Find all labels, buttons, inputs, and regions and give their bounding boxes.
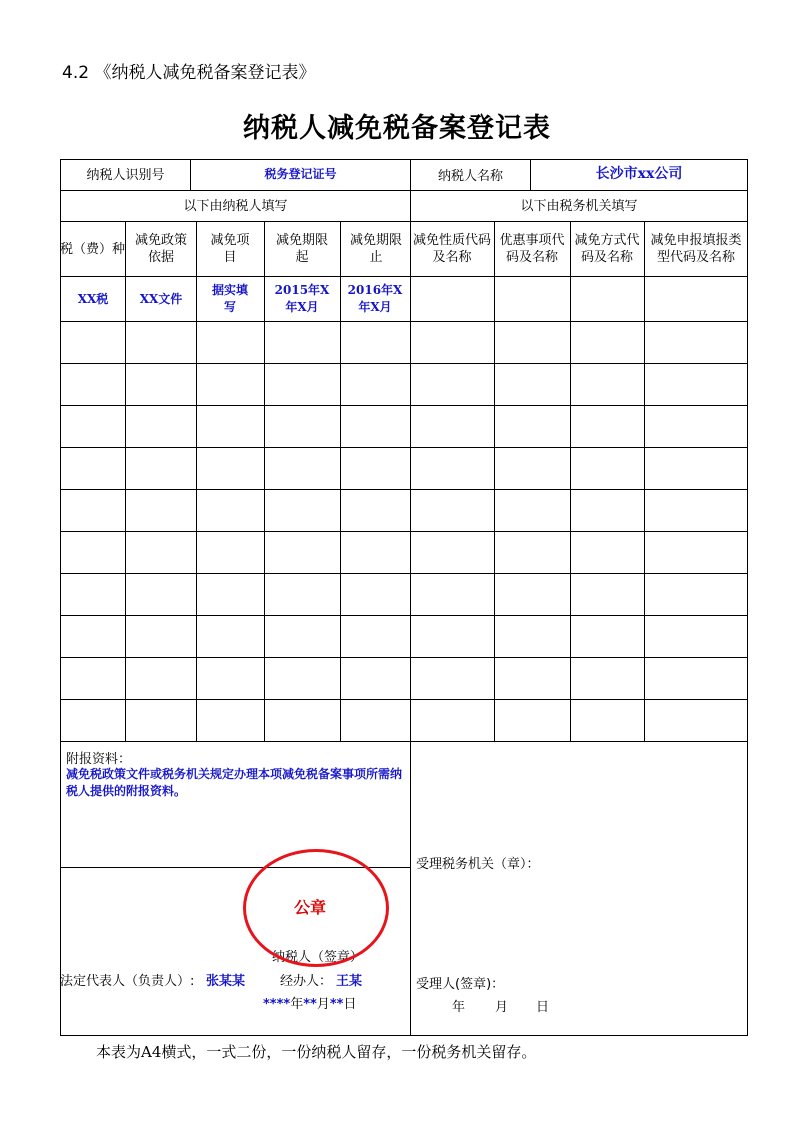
taxpayer-date <box>263 993 356 1012</box>
sample-relief-item[interactable]: 据实填写 <box>212 283 249 314</box>
footer-note: 本表为A4横式，一式二份，一份纳税人留存，一份税务机关留存。 <box>96 1043 537 1061</box>
col-preference-code: 优惠事项代码及名称 <box>499 233 565 265</box>
taxpayer-name-value[interactable]: 长沙市xx公司 <box>595 165 683 182</box>
form-title: 纳税人减免税备案登记表 <box>243 113 551 144</box>
authority-seal-label: 受理税务机关（章）： <box>416 857 540 872</box>
receiver-label: 受理人(签章)： <box>416 977 505 992</box>
sample-period-end[interactable]: 2016年X年X月 <box>347 283 403 314</box>
taxpayer-id-value[interactable]: 税务登记证号 <box>264 166 337 181</box>
receive-day: 日 <box>536 1000 550 1015</box>
receive-year: 年 <box>452 1000 466 1015</box>
col-period-end: 减免期限止 <box>349 233 402 265</box>
handler-name[interactable]: 王某 <box>336 974 363 989</box>
section-heading: 4.2 《纳税人减免税备案登记表》 <box>62 63 316 83</box>
sample-tax-type[interactable]: XX税 <box>77 291 109 306</box>
date-day-value[interactable]: ** <box>329 997 344 1012</box>
col-declaration-type-code: 减免申报填报类型代码及名称 <box>650 233 742 265</box>
section-taxpayer-fill: 以下由纳税人填写 <box>183 199 288 214</box>
sample-policy-basis[interactable]: XX文件 <box>139 291 183 306</box>
col-relief-item: 减免项目 <box>210 233 250 265</box>
col-period-start: 减免期限起 <box>275 233 328 265</box>
receive-month: 月 <box>495 1000 509 1015</box>
handler-label: 经办人： <box>280 974 333 989</box>
attachment-label: 附报资料： <box>66 752 132 767</box>
red-seal-circle <box>243 849 389 967</box>
taxpayer-seal-label: 纳税人（签章） <box>272 950 364 965</box>
attachment-text: 减免税政策文件或税务机关规定办理本项减免税备案事项所需纳税人提供的附报资料。 <box>66 767 403 798</box>
col-relief-nature-code: 减免性质代码及名称 <box>413 233 492 265</box>
date-month-value[interactable]: ** <box>303 997 317 1012</box>
legal-rep-label: 法定代表人（负责人）: <box>60 974 195 989</box>
col-tax-type: 税（费）种 <box>59 241 125 257</box>
date-month-unit: 月 <box>316 997 330 1012</box>
sample-period-start[interactable]: 2015年X年X月 <box>274 283 330 314</box>
date-year-unit: 年 <box>290 997 304 1012</box>
col-relief-method-code: 减免方式代码及名称 <box>574 233 640 265</box>
date-day-unit: 日 <box>343 997 357 1012</box>
taxpayer-name-label: 纳税人名称 <box>437 168 503 184</box>
section-authority-fill: 以下由税务机关填写 <box>520 199 638 214</box>
date-year-value[interactable]: **** <box>263 997 291 1012</box>
col-policy-basis: 减免政策依据 <box>134 233 187 265</box>
legal-rep-name[interactable]: 张某某 <box>206 974 246 989</box>
taxpayer-id-label: 纳税人识别号 <box>86 167 165 183</box>
company-seal-text: 公章 <box>294 898 327 917</box>
